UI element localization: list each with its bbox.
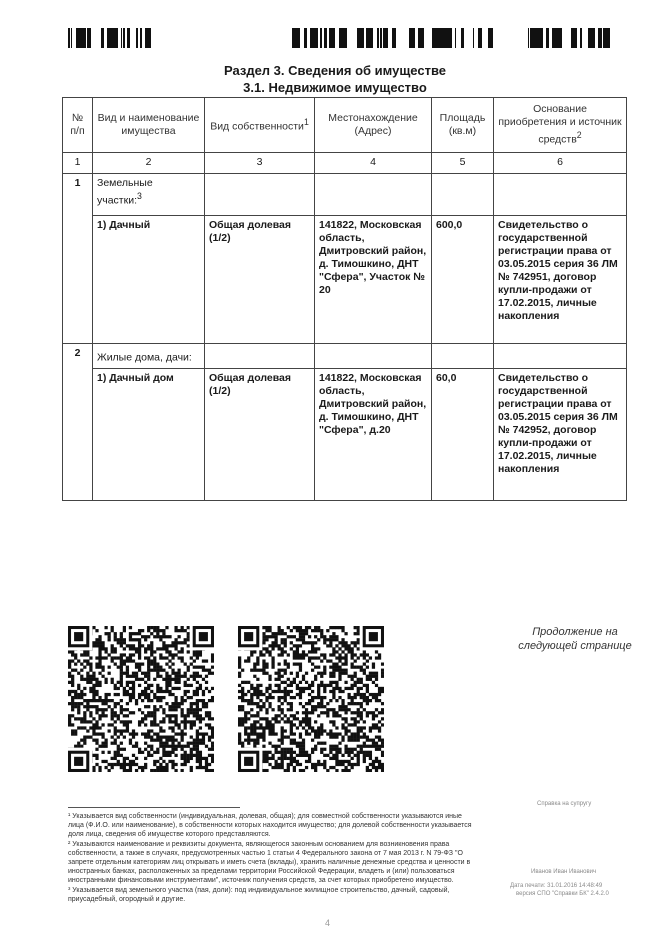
empty-cell	[432, 344, 494, 369]
barcode-left	[68, 28, 152, 48]
footnote-1: ¹ Указывается вид собственности (индивидуальная, долевая, общая); для совместной собственности указываются иные лица (Ф.И.О. или наименование), в собственности которых находится имущество; для долевой собственности указывается доля лица, сведения об имуществе которого представляются.	[68, 813, 472, 838]
item-basis: Свидетельство о государственной регистрации права от 03.05.2015 серия 36 ЛМ № 742952, договор купли-продажи от 17.02.2015, личные накопления	[494, 368, 627, 500]
group-number: 1	[63, 174, 93, 344]
page-number: 4	[325, 918, 331, 928]
real-estate-table	[62, 97, 627, 501]
column-number: 5	[432, 153, 494, 174]
barcode-right	[527, 28, 611, 48]
continuation-note: Продолжение на следующей странице	[518, 626, 632, 652]
header-cell-name: Вид и наименование имущества	[93, 98, 205, 153]
column-number: 3	[205, 153, 315, 174]
empty-cell	[205, 344, 315, 369]
section-header	[0, 62, 670, 96]
item-name: 1) Дачный дом	[93, 368, 205, 500]
print-date-stamp: Дата печати: 31.01.2016 14:48:49	[510, 883, 603, 889]
item-name: 1) Дачный	[93, 216, 205, 344]
barcode-middle-1	[292, 28, 396, 48]
group-row-land	[63, 174, 627, 216]
footnote-2: ² Указываются наименование и реквизиты документа, являющегося законным основанием для возникновения права собственности, а также в случаях, предусмотренных частью 1 статьи 4 Федерального закона от 7 мая 2013 г. N 79-ФЗ "О запрете отдельным категориям лиц открывать и иметь счета (вклады), хранить наличные денежные средства и ценности в иностранных банках, расположенных за пределами территории Российской Федерации, владеть и (или) пользоваться иностранными финансовыми инструментами", источник получения средств, за счет которых приобретено имущество.	[68, 841, 471, 884]
column-number: 6	[494, 153, 627, 174]
item-ownership: Общая долевая (1/2)	[205, 368, 315, 500]
empty-cell	[432, 174, 494, 216]
section-title: Раздел 3. Сведения об имуществе	[223, 63, 447, 78]
group-label: Жилые дома, дачи:	[93, 344, 205, 369]
footnotes	[68, 812, 478, 905]
group-label: Земельные участки:$^3$	[93, 174, 205, 216]
item-address: 141822, Московская область, Дмитровский район, д. Тимошкино, ДНТ "Сфера", д.20	[315, 368, 432, 500]
item-area: 60,0	[432, 368, 494, 500]
qr-code-left	[68, 626, 214, 772]
item-area: 600,0	[432, 216, 494, 344]
item-address: 141822, Московская область, Дмитровский район, д. Тимошкино, ДНТ "Сфера", Участок № 20	[315, 216, 432, 344]
header-cell-area: Площадь (кв.м)	[432, 98, 494, 153]
footnote-3: ³ Указывается вид земельного участка (пая, доли): под индивидуальное жилищное строительство, дачный, садовый, приусадебный, огородный и другие.	[68, 887, 450, 903]
empty-cell	[205, 174, 315, 216]
header-row	[63, 98, 627, 153]
header-cell-ownership: Вид собственности$^1$	[205, 98, 315, 153]
empty-cell	[494, 174, 627, 216]
item-row-land	[63, 216, 627, 344]
person-name-stamp: Иванов Иван Иванович	[531, 869, 597, 875]
empty-cell	[315, 174, 432, 216]
item-row-house	[63, 368, 627, 500]
version-stamp: версия СПО "Справки БК" 2.4.2.0	[516, 891, 609, 897]
doc-type-stamp: Справка на супругу	[537, 801, 592, 807]
qr-code-right	[238, 626, 384, 772]
subsection-title: 3.1. Недвижимое имущество	[243, 80, 427, 95]
item-basis: Свидетельство о государственной регистрации права от 03.05.2015 серия 36 ЛМ № 742951, договор купли-продажи от 17.02.2015, личные накопления	[494, 216, 627, 344]
header-cell-address: Местонахождение (Адрес)	[315, 98, 432, 153]
group-row-houses	[63, 344, 627, 369]
group-number: 2	[63, 344, 93, 501]
column-number: 1	[63, 153, 93, 174]
footnote-divider	[68, 807, 240, 808]
empty-cell	[315, 344, 432, 369]
column-number-row	[63, 153, 627, 174]
column-number: 2	[93, 153, 205, 174]
header-cell-basis: Основание приобретения и источник средств$^2$	[494, 98, 627, 153]
column-number: 4	[315, 153, 432, 174]
header-cell-num: № п/п	[63, 98, 93, 153]
item-ownership: Общая долевая (1/2)	[205, 216, 315, 344]
barcode-middle-2	[409, 28, 493, 48]
empty-cell	[494, 344, 627, 369]
